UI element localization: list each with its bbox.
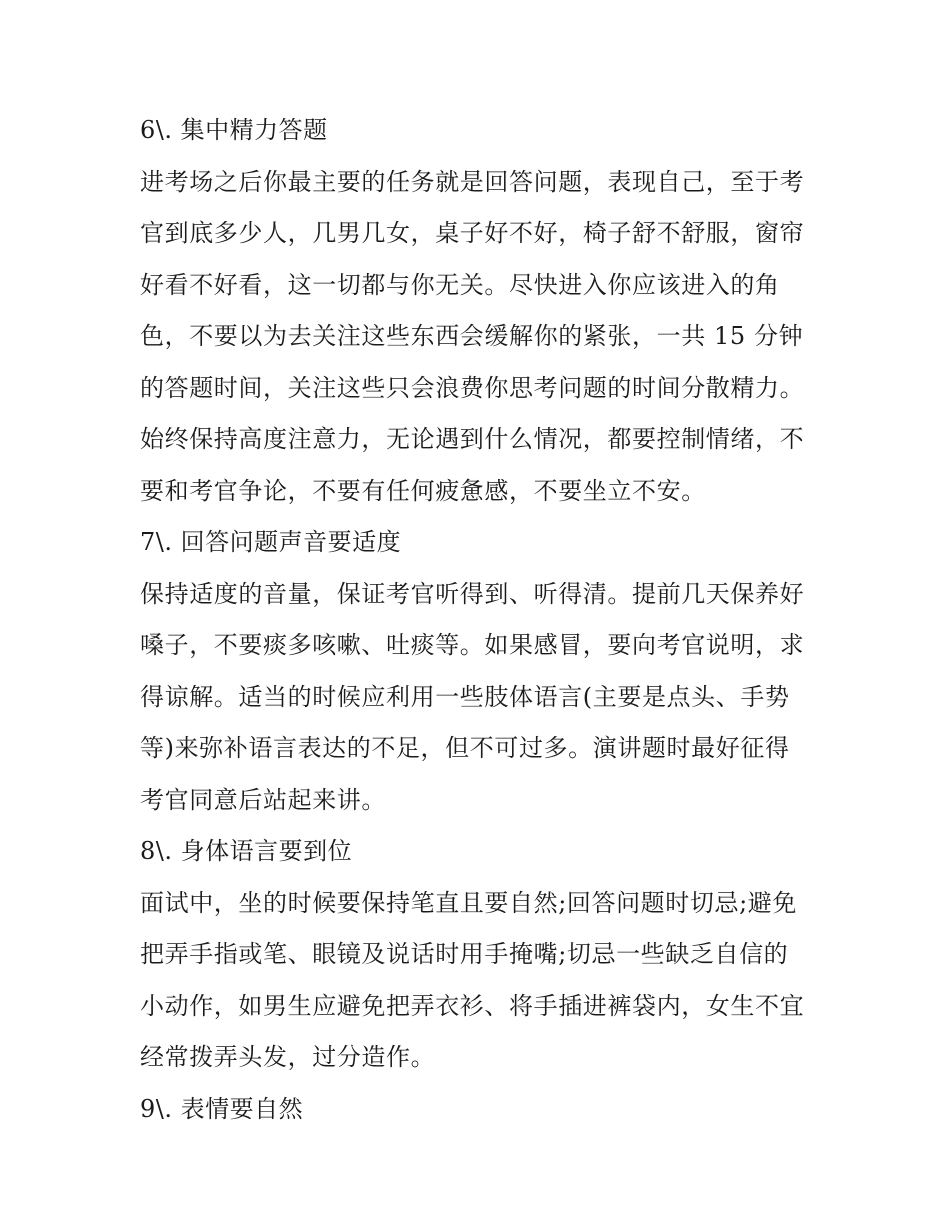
paragraph-line: 始终保持高度注意力，无论遇到什么情况，都要控制情绪，不 [140, 425, 805, 453]
paragraph-line: 好看不好看，这一切都与你无关。尽快进入你应该进入的角 [140, 270, 780, 299]
section-heading: 8\. 身体语言要到位 [140, 837, 353, 865]
paragraph-line: 色，不要以为去关注这些东西会缓解你的紧张，一共 15 分钟 [140, 322, 804, 350]
paragraph-line: 官到底多少人，几男几女，桌子好不好，椅子舒不舒服，窗帘 [140, 219, 805, 247]
paragraph-line: 进考场之后你最主要的任务就是回答问题，表现自己，至于考 [140, 167, 805, 196]
paragraph-line: 等)来弥补语言表达的不足，但不可过多。演讲题时最好征得 [140, 734, 790, 762]
paragraph-line: 把弄手指或笔、眼镜及说话时用手掩嘴;切忌一些缺乏自信的 [140, 940, 789, 968]
paragraph-line: 要和考官争论，不要有任何疲惫感，不要坐立不安。 [140, 476, 706, 505]
paragraph-line: 得谅解。适当的时候应利用一些肢体语言(主要是点头、手势 [140, 682, 790, 711]
section-heading: 6\. 集中精力答题 [140, 116, 328, 144]
paragraph-line: 小动作，如男生应避免把弄衣衫、将手插进裤袋内，女生不宜 [140, 991, 805, 1020]
paragraph-line: 的答题时间，关注这些只会浪费你思考问题的时间分散精力。 [140, 373, 805, 402]
section-heading: 9\. 表情要自然 [140, 1094, 304, 1123]
document-page [140, 105, 815, 1135]
paragraph-line: 保持适度的音量，保证考官听得到、听得清。提前几天保养好 [140, 579, 805, 608]
section-heading: 7\. 回答问题声音要适度 [140, 528, 402, 556]
paragraph-line: 嗓子，不要痰多咳嗽、吐痰等。如果感冒，要向考官说明，求 [140, 631, 805, 659]
paragraph-line: 经常拨弄头发，过分造作。 [140, 1043, 436, 1071]
paragraph-line: 考官同意后站起来讲。 [140, 785, 386, 814]
paragraph-line: 面试中，坐的时候要保持笔直且要自然;回答问题时切忌;避免 [140, 888, 797, 917]
